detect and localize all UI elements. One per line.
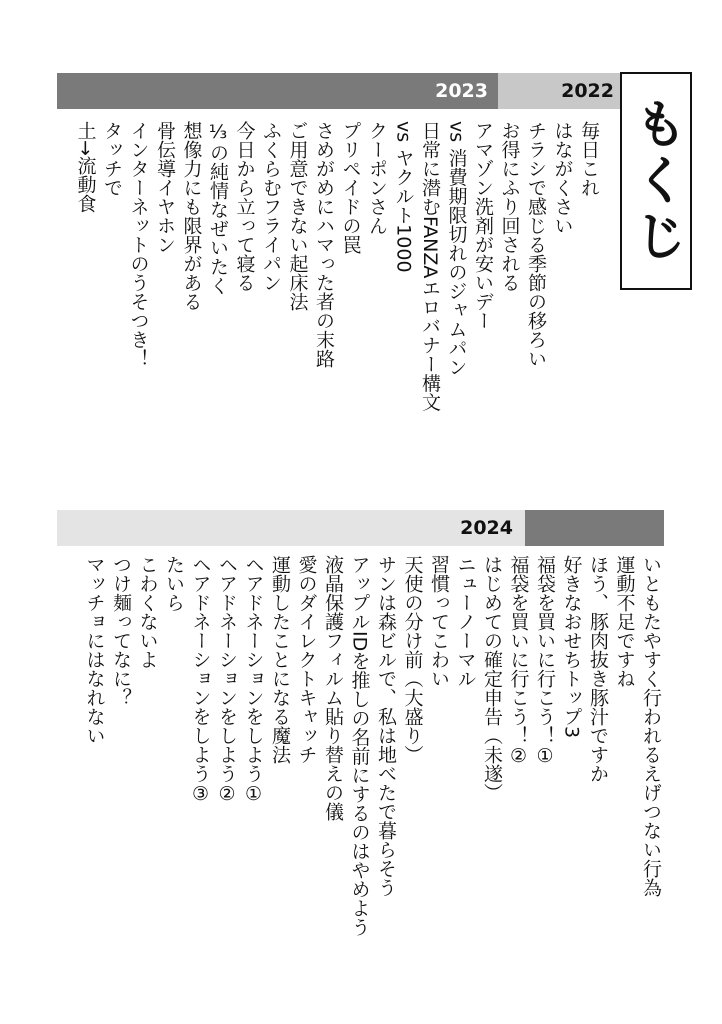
toc-item[interactable]: 土→流動食 — [74, 121, 97, 213]
toc-item[interactable]: お得にふり回される — [498, 121, 521, 292]
toc-item[interactable]: タッチで — [101, 121, 123, 197]
year-bar-2023 — [57, 73, 498, 109]
toc-item[interactable]: 天使の分け前（大盛り） — [401, 555, 424, 764]
toc-item[interactable]: ヘアドネーションをしよう③ — [189, 555, 212, 805]
toc-list-2022-2023 — [72, 121, 602, 411]
toc-item[interactable]: チラシで感じる季節の移ろい — [525, 121, 547, 368]
toc-item[interactable]: ⅓の純情なぜいたく — [207, 121, 229, 295]
toc-item[interactable]: プリペイドの罠 — [339, 121, 362, 254]
toc-item[interactable]: 今日から立って寝る — [233, 121, 256, 292]
toc-item[interactable]: ヘアドネーションをしよう① — [242, 555, 265, 805]
toc-item[interactable]: 習慣ってこわい — [428, 555, 450, 688]
contents-title: もくじ — [625, 97, 686, 265]
toc-item[interactable]: ニューノーマル — [454, 555, 477, 688]
toc-item[interactable]: こわくないよ — [136, 555, 159, 669]
toc-item[interactable]: 福袋を買いに行こう！① — [534, 555, 556, 767]
toc-item[interactable]: サンは森ビルで、私は地べたで暮らそう — [375, 555, 397, 897]
year-bar-accent — [525, 510, 664, 546]
toc-item[interactable]: 愛のダイレクトキャッチ — [295, 555, 318, 764]
toc-item[interactable]: ヘアドネーションをしよう② — [216, 555, 238, 805]
year-bar-2022 — [498, 73, 620, 109]
toc-item[interactable]: vs ヤクルト1000 — [392, 121, 415, 273]
toc-item[interactable]: はながくさい — [551, 121, 574, 235]
toc-item[interactable]: たいら — [163, 555, 185, 612]
toc-item[interactable]: 液晶保護フィルム貼り替えの儀 — [322, 555, 344, 821]
year-label-2022: 2022 — [561, 80, 614, 102]
toc-item[interactable]: はじめての確定申告（未遂） — [481, 555, 503, 802]
toc-item[interactable]: 毎日これ — [578, 121, 600, 197]
toc-item[interactable]: アマゾン洗剤が安いデー — [472, 121, 494, 330]
toc-item[interactable]: vs 消費期限切れのジャムパン — [445, 121, 468, 377]
year-bar-2024 — [57, 510, 525, 546]
toc-item[interactable]: アップルIDを推しの名前にするのはやめよう — [348, 555, 371, 937]
year-label-2024: 2024 — [460, 517, 513, 539]
toc-item[interactable]: クーポンさん — [366, 121, 388, 235]
toc-item[interactable]: 運動したことになる魔法 — [269, 555, 291, 764]
toc-item[interactable]: さめがめにハマった者の末路 — [313, 121, 335, 368]
toc-item[interactable]: ご用意できない起床法 — [286, 121, 309, 311]
toc-item[interactable]: 運動不足ですね — [613, 555, 636, 688]
toc-item[interactable]: マッチョにはなれない — [83, 555, 106, 745]
toc-item[interactable]: いともたやすく行われるえげつない行為 — [640, 555, 662, 897]
toc-item[interactable]: ほう、豚肉抜き豚汁ですか — [587, 555, 609, 783]
toc-item[interactable]: ふくらむフライパン — [260, 121, 282, 292]
contents-title-box — [620, 72, 692, 290]
toc-item[interactable]: インターネットのうそつき！ — [127, 121, 150, 368]
toc-item[interactable]: 日常に潜むFANZAエロバナー構文 — [419, 121, 441, 412]
toc-list-2024 — [81, 555, 664, 936]
toc-item[interactable]: つけ麺ってなに？ — [110, 555, 132, 707]
year-label-2023: 2023 — [435, 80, 488, 102]
toc-item[interactable]: 骨伝導イヤホン — [154, 121, 176, 254]
toc-item[interactable]: 想像力にも限界がある — [180, 121, 203, 311]
toc-item[interactable]: 好きなおせちトップ3 — [560, 555, 583, 739]
toc-item[interactable]: 福袋を買いに行こう！② — [507, 555, 530, 767]
